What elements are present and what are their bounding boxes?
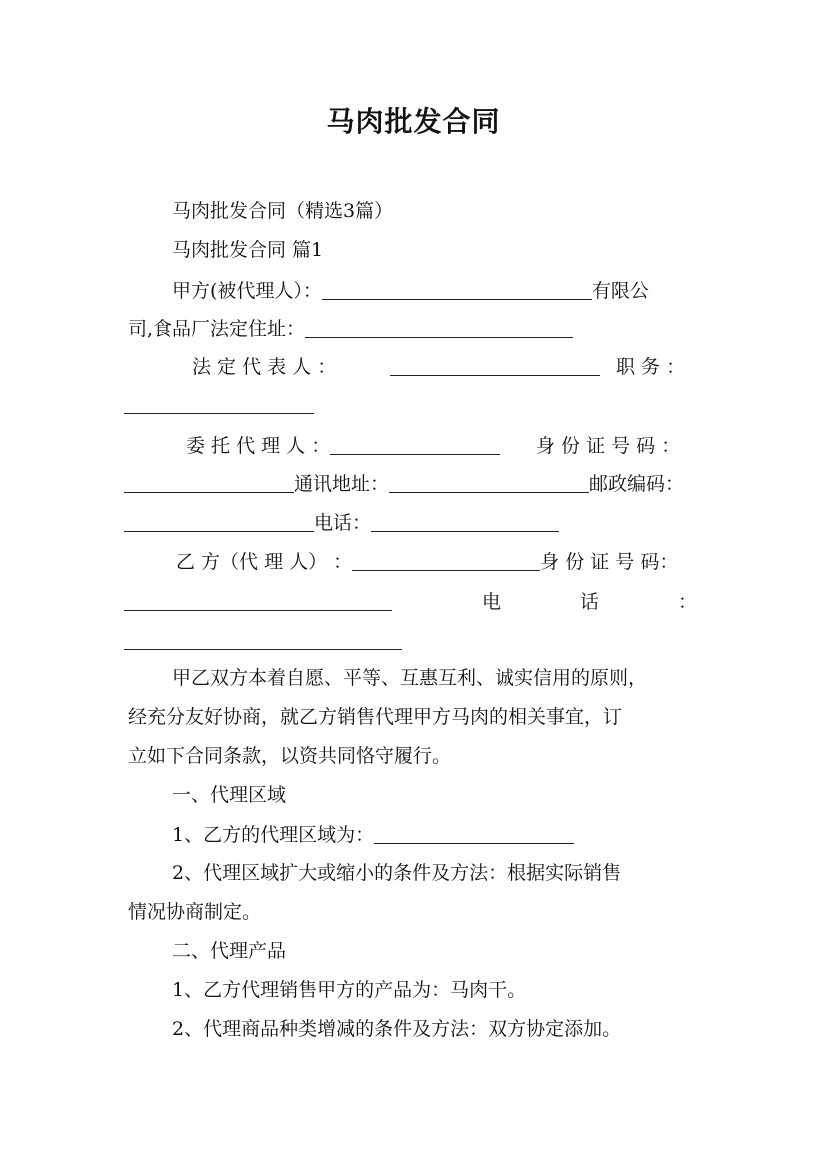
party-b-id-blank xyxy=(124,592,392,611)
id-blank xyxy=(124,474,294,493)
party-b-line xyxy=(176,550,678,574)
legal-rep-blank-wrap xyxy=(390,355,600,379)
phone2-char-1: 电 xyxy=(482,591,502,613)
agent-blank xyxy=(330,436,500,455)
legal-rep-label: 法 定 代 表 人 ： xyxy=(192,356,337,378)
postcode-label: 邮政编码： xyxy=(589,473,685,495)
id-label: 身 份 证 号 码 ： xyxy=(536,435,681,457)
party-a-line xyxy=(172,279,649,303)
agent-label: 委 托 代 理 人 ： xyxy=(186,435,331,457)
document-title: 马肉批发合同 xyxy=(326,105,501,138)
phone2-colon: ： xyxy=(678,591,698,613)
section1-item2-line2: 情况协商制定。 xyxy=(128,901,262,923)
position-blank-wrap xyxy=(124,393,314,417)
address-line xyxy=(124,472,684,496)
legal-rep-blank xyxy=(390,357,600,376)
para1-line2: 经充分友好协商，就乙方销售代理甲方马肉的相关事宜，订 xyxy=(128,706,623,728)
party-a-suffix: 有限公 xyxy=(591,280,649,302)
section2-heading: 二、代理产品 xyxy=(172,940,287,962)
party-b-id-label: 身 份 证 号 码： xyxy=(540,551,679,573)
section1-item2-line1: 2、代理区域扩大或缩小的条件及方法：根据实际销售 xyxy=(172,862,622,884)
position-blank xyxy=(124,395,314,414)
address-blank xyxy=(389,474,589,493)
para1-line3: 立如下合同条款，以资共同恪守履行。 xyxy=(128,745,452,767)
section1-item1 xyxy=(172,823,574,847)
party-a-blank xyxy=(322,281,592,300)
section1-heading: 一、代理区域 xyxy=(172,784,287,806)
para1-line1: 甲乙双方本着自愿、平等、互惠互利、诚实信用的原则， xyxy=(172,667,648,689)
party-b-label: 乙 方（代 理 人） ： xyxy=(176,551,353,573)
part-heading: 马肉批发合同 篇1 xyxy=(172,239,324,261)
phone2-blank xyxy=(124,631,402,650)
agent-line xyxy=(186,434,500,458)
subtitle: 马肉批发合同（精选3篇） xyxy=(172,200,394,222)
phone-line xyxy=(124,511,559,535)
phone-label: 电话： xyxy=(314,512,372,534)
region-blank xyxy=(374,825,574,844)
position-label: 职 务 ： xyxy=(616,356,686,378)
company-address-label: 司,食品厂法定住址： xyxy=(128,318,306,340)
section1-item1-label: 1、乙方的代理区域为： xyxy=(172,824,375,846)
section2-item1: 1、乙方代理销售甲方的产品为：马肉干。 xyxy=(172,979,527,1001)
postcode-blank xyxy=(124,513,314,532)
company-address-blank xyxy=(305,319,573,338)
party-b-blank xyxy=(352,552,540,571)
party-b-id-blank-wrap xyxy=(124,590,392,614)
address-label: 通讯地址： xyxy=(294,473,390,495)
company-address-line xyxy=(128,317,573,341)
phone2-blank-wrap xyxy=(124,629,402,653)
phone-blank xyxy=(371,513,559,532)
legal-rep-line xyxy=(192,355,336,379)
party-a-label: 甲方(被代理人）： xyxy=(172,280,322,302)
phone2-char-2: 话 xyxy=(580,591,600,613)
section2-item2: 2、代理商品种类增减的条件及方法：双方协定添加。 xyxy=(172,1018,622,1040)
